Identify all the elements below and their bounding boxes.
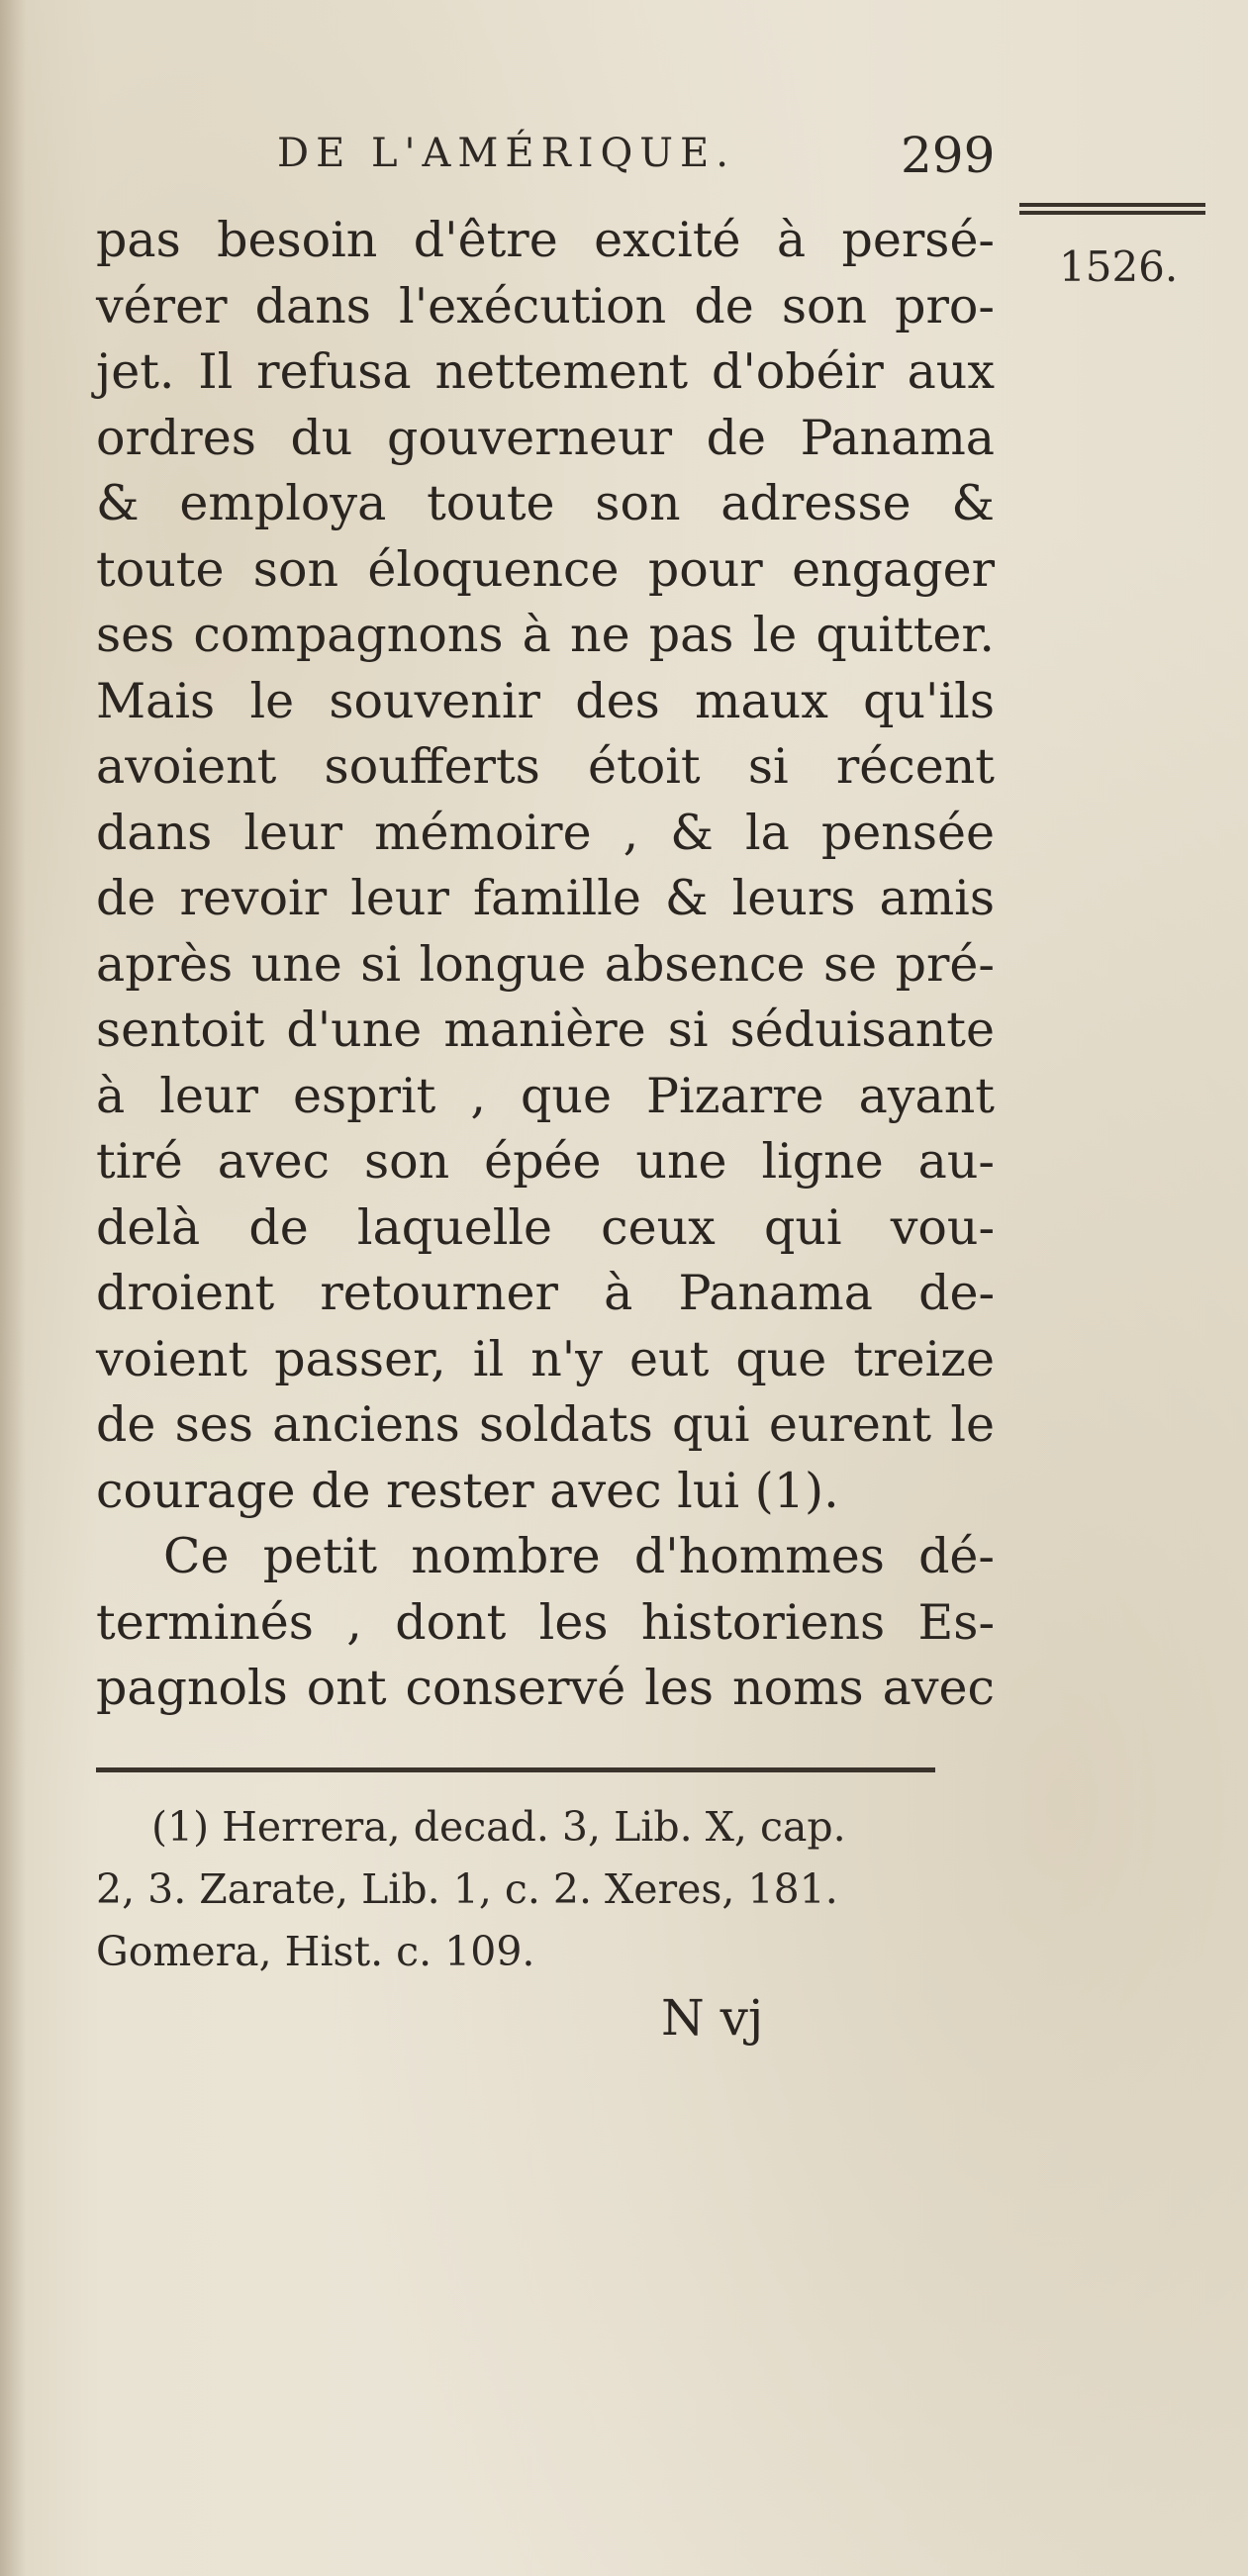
text-line: de revoir leur famille & leurs amis [96,870,995,926]
footnote-rule [96,1767,935,1772]
text-line: pagnols ont conservé les noms avec [96,1660,995,1716]
text-line: Ce petit nombre d'hommes dé- [163,1528,995,1584]
text-line: après une si longue absence se pré- [96,935,995,993]
text-line: droient retourner à Panama de- [96,1265,995,1321]
page-gutter-shadow [0,0,26,2576]
text-line: à leur esprit , que Pizarre ayant [96,1067,995,1124]
text-line: pas besoin d'être excité à persé- [96,212,995,268]
margin-year-note: 1526. [1059,242,1179,291]
text-line: jet. Il refusa nettement d'obéir aux [96,343,995,400]
text-line: vérer dans l'exécution de son pro- [96,277,995,334]
text-line: sentoit d'une manière si séduisante [96,1002,995,1058]
text-line: ses compagnons à ne pas le quitter. [96,607,995,663]
text-line: voient passer, il n'y eut que treize [96,1330,995,1387]
text-line: delà de laquelle ceux qui vou- [96,1198,995,1256]
running-head: DE L'AMÉRIQUE. [277,131,735,176]
footnote-line: 2, 3. Zarate, Lib. 1, c. 2. Xeres, 181. [96,1865,838,1913]
text-line: courage de rester avec lui (1). [96,1462,839,1519]
text-line: ordres du gouverneur de Panama [96,409,995,466]
text-line: toute son éloquence pour engager [96,540,995,598]
text-line: Mais le souvenir des maux qu'ils [96,672,995,729]
footnote-line: Gomera, Hist. c. 109. [96,1928,535,1975]
page-number: 299 [901,127,996,184]
footnote-line: (1) Herrera, decad. 3, Lib. X, cap. [151,1803,846,1851]
text-line: dans leur mémoire , & la pensée [96,804,995,861]
page-header [277,127,1009,200]
text-line: & employa toute son adresse & [96,475,995,531]
footnotes [96,1796,995,1983]
margin-rule [1019,203,1205,217]
text-line: avoient soufferts étoit si récent [96,738,995,795]
signature-mark: N vj [661,1989,764,2047]
text-line: tiré avec son épée une ligne au- [96,1133,995,1190]
body-text [96,208,995,1722]
text-line: terminés , dont les historiens Es- [96,1593,995,1651]
text-line: de ses anciens soldats qui eurent le [96,1396,995,1453]
